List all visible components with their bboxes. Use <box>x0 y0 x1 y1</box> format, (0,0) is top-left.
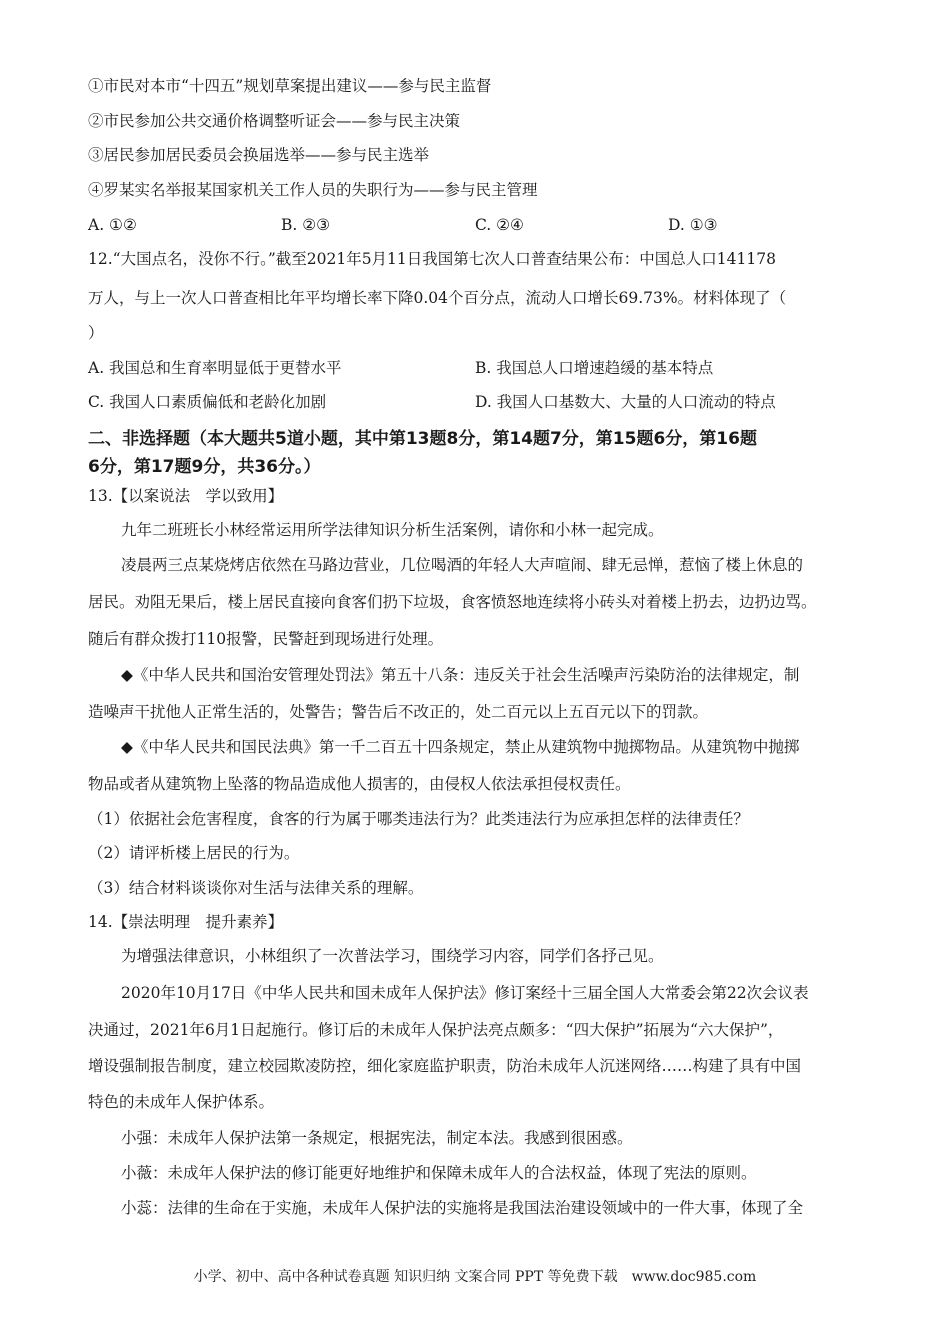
q13-law-2-line-1: ◆《中华人民共和国民法典》第一千二百五十四条规定，禁止从建筑物中抛掷物品。从建筑物中抛掷 <box>121 738 800 756</box>
q14-para-line-3: 增设强制报告制度，建立校园欺凌防控，细化家庭监护职责，防治未成年人沉迷网络……构建了具有中国 <box>88 1057 802 1075</box>
q13-question-3: （3）结合材料谈谈你对生活与法律关系的理解。 <box>88 879 424 897</box>
q13-case-line-2: 居民。劝阻无果后，楼上居民直接向食客们扔下垃圾，食客愤怒地连续将小砖头对着楼上扔去，边扔边骂。 <box>88 593 817 611</box>
q11-option-b: B. ②③ <box>281 216 331 234</box>
q12-stem-line-1: 12.“大国点名，没你不行。”截至2021年5月11日我国第七次人口普查结果公布：中国总人口141178 <box>88 250 776 268</box>
q12-option-c: C. 我国人口素质偏低和老龄化加剧 <box>88 393 327 411</box>
q13-title: 13.【以案说法 学以致用】 <box>88 487 284 505</box>
q14-para-line-1: 2020年10月17日《中华人民共和国未成年人保护法》修订案经十三届全国人大常委会第22次会议表 <box>121 984 809 1002</box>
q11-option-a: A. ①② <box>88 216 137 234</box>
q11-option-d: D. ①③ <box>668 216 718 234</box>
section-2-heading-line-2: 6分，第17题9分，共36分。） <box>88 457 321 477</box>
section-2-heading-line-1: 二、非选择题（本大题共5道小题，其中第13题8分，第14题7分，第15题6分，第16题 <box>88 429 757 449</box>
q11-item-3: ③居民参加居民委员会换届选举——参与民主选举 <box>88 146 430 164</box>
q13-case-line-3: 随后有群众拨打110报警，民警赶到现场进行处理。 <box>88 630 444 648</box>
q11-option-c: C. ②④ <box>475 216 524 234</box>
q14-intro: 为增强法律意识，小林组织了一次普法学习，围绕学习内容，同学们各抒己见。 <box>121 947 664 965</box>
page-footer: 小学、初中、高中各种试卷真题 知识归纳 文案合同 PPT 等免费下载 www.doc985.com <box>193 1269 757 1285</box>
q13-case-line-1: 凌晨两三点某烧烤店依然在马路边营业，几位喝酒的年轻人大声喧闹、肆无忌惮，惹恼了楼上休息的 <box>121 556 804 574</box>
q13-intro: 九年二班班长小林经常运用所学法律知识分析生活案例，请你和小林一起完成。 <box>121 521 664 539</box>
q12-option-d: D. 我国人口基数大、大量的人口流动的特点 <box>475 393 776 411</box>
q12-option-b: B. 我国总人口增速趋缓的基本特点 <box>475 359 714 377</box>
q11-item-4: ④罗某实名举报某国家机关工作人员的失职行为——参与民主管理 <box>88 181 538 199</box>
q13-question-2: （2）请评析楼上居民的行为。 <box>88 844 300 862</box>
q13-question-1: （1）依据社会危害程度，食客的行为属于哪类违法行为？此类违法行为应承担怎样的法律责任？ <box>88 810 749 828</box>
q14-title: 14.【崇法明理 提升素养】 <box>88 913 284 931</box>
q12-option-a: A. 我国总和生育率明显低于更替水平 <box>88 359 342 377</box>
q14-para-line-4: 特色的未成年人保护体系。 <box>88 1093 275 1111</box>
q13-law-2-line-2: 物品或者从建筑物上坠落的物品造成他人损害的，由侵权人依法承担侵权责任。 <box>88 775 631 793</box>
q13-law-1-line-1: ◆《中华人民共和国治安管理处罚法》第五十八条：违反关于社会生活噪声污染防治的法律规定，制 <box>121 666 800 684</box>
q11-item-2: ②市民参加公共交通价格调整听证会——参与民主决策 <box>88 112 461 130</box>
q12-stem-line-2: 万人，与上一次人口普查相比年平均增长率下降0.04个百分点，流动人口增长69.73%。材料体现了（ <box>88 289 787 307</box>
q14-speech-xiaoqiang: 小强：未成年人保护法第一条规定，根据宪法，制定本法。我感到很困惑。 <box>121 1129 633 1147</box>
q14-para-line-2: 决通过，2021年6月1日起施行。修订后的未成年人保护法亮点颇多：“四大保护”拓展为“六大保护”， <box>88 1021 784 1039</box>
q14-speech-xiaorui: 小蕊：法律的生命在于实施，未成年人保护法的实施将是我国法治建设领域中的一件大事，体现了全 <box>121 1199 804 1217</box>
q13-law-1-line-2: 造噪声干扰他人正常生活的，处警告；警告后不改正的，处二百元以上五百元以下的罚款。 <box>88 703 709 721</box>
q14-speech-xiaowei: 小薇：未成年人保护法的修订能更好地维护和保障未成年人的合法权益，体现了宪法的原则。 <box>121 1164 757 1182</box>
q12-stem-line-3: ） <box>88 324 104 342</box>
q11-item-1: ①市民对本市“十四五”规划草案提出建议——参与民主监督 <box>88 77 492 95</box>
